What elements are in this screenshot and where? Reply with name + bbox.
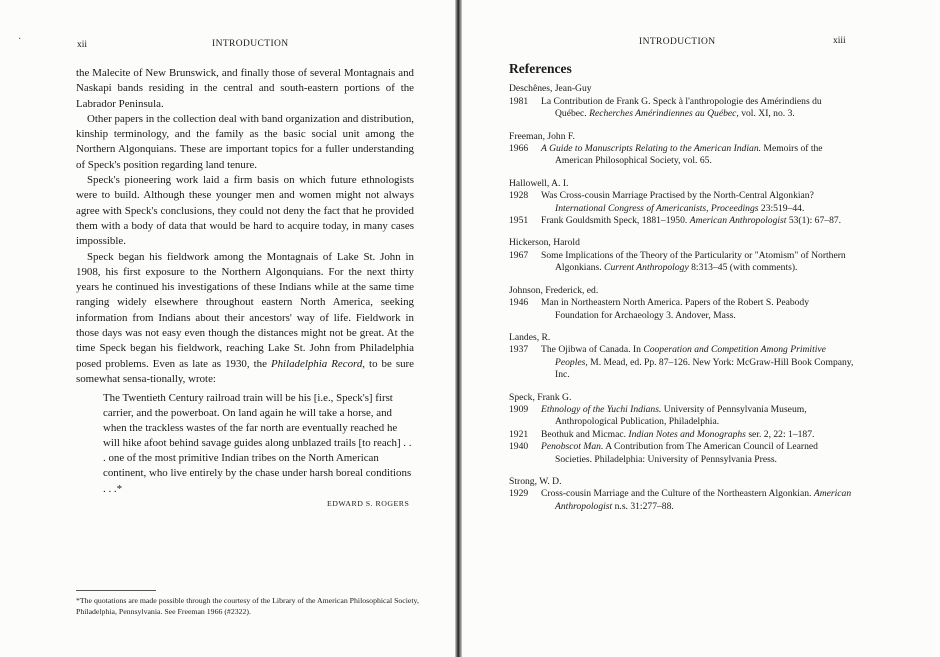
- reference-text: The Ojibwa of Canada. In Cooperation and Competition Among Primitive Peoples, M. Mead, ed. Pp. 87–126. New York: McGraw-Hill Book Company, Inc.: [541, 344, 854, 381]
- left-page: [0, 0, 455, 657]
- running-head: INTRODUCTION: [639, 37, 716, 47]
- footnote-rule: [76, 590, 156, 591]
- reference-entry: [509, 441, 854, 466]
- reference-text: Penobscot Man. A Contribution from The American Council of Learned Societies. Philadelphia: University of Pennsylvania Press.: [541, 441, 818, 465]
- reference-entry: [509, 297, 854, 322]
- page-number: xii: [77, 40, 88, 50]
- book-gutter: [455, 0, 462, 657]
- reference-year: 1928: [509, 190, 529, 202]
- reference-year: 1951: [509, 215, 529, 227]
- reference-entry: [509, 143, 854, 168]
- reference-group: [509, 237, 854, 274]
- reference-year: 1981: [509, 95, 529, 107]
- reference-author: Landes, R.: [509, 331, 551, 343]
- reference-year: 1967: [509, 249, 529, 261]
- reference-author: Freeman, John F.: [509, 130, 575, 142]
- reference-author: Speck, Frank G.: [509, 391, 572, 403]
- reference-author: Johnson, Frederick, ed.: [509, 284, 599, 296]
- reference-group: [509, 83, 854, 120]
- reference-group: [509, 285, 854, 322]
- reference-author: Hickerson, Harold: [509, 237, 580, 249]
- reference-text: Ethnology of the Yuchi Indians. University of Pennsylvania Museum, Anthropological Publication, Philadelphia.: [541, 403, 807, 428]
- reference-author: Hallowell, A. I.: [509, 177, 569, 189]
- reference-text: Cross-cousin Marriage and the Culture of the Northeastern Algonkian. American Anthropologist n.s. 31:277–88.: [541, 488, 852, 512]
- paragraph: Speck's pioneering work laid a firm basis on which future ethnologists were to build. Although these younger men and women might not always agree with Speck's conclusions, they could not deny the fact that he provided them with a body of data that would be hard to acquire today, in many cases impossible.: [76, 174, 414, 248]
- reference-text: La Contribution de Frank G. Speck à l'anthropologie des Amérindiens du Québec. Recherches Amérindiennes au Québec, vol. XI, no. 3.: [541, 95, 822, 120]
- footnote: *The quotations are made possible through the courtesy of the Library of the American Philosophical Society, Philadelphia, Pennsylvania. See Freeman 1966 (#2322).: [76, 596, 419, 616]
- body-text: [76, 66, 414, 387]
- reference-entry: [509, 190, 854, 215]
- reference-entry: [509, 488, 854, 513]
- paragraph: the Malecite of New Brunswick, and finally those of several Montagnais and Naskapi bands residing in the central and south-eastern portions of the Labrador Peninsula.: [76, 67, 414, 110]
- reference-entry: [509, 250, 854, 275]
- scan-mark: ·: [18, 34, 22, 45]
- reference-year: 1921: [509, 428, 529, 440]
- paragraph: Other papers in the collection deal with band organization and distribution, kinship terminology, and the family as the basic social unit among the Northern Algonquians. These are important topics for a fuller understanding of Speck's position regarding land tenure.: [76, 112, 414, 171]
- reference-year: 1909: [509, 403, 529, 415]
- reference-entry: [509, 96, 854, 121]
- block-quote: The Twentieth Century railroad train will be his [i.e., Speck's] first carrier, and the powerboat. On land again he will take a horse, and when the trackless wastes of the far north are eventually reached he will hike afoot behind savage guides along unblazed trails [to reach] . . . one of the most primitive Indian tribes on the North American continent, who live entirely by the chase under harsh boreal conditions . . .*: [103, 392, 412, 495]
- running-head: INTRODUCTION: [212, 39, 289, 49]
- reference-year: 1940: [509, 441, 529, 453]
- references-heading: References: [509, 61, 572, 76]
- reference-entry: [509, 404, 854, 429]
- reference-text: Frank Gouldsmith Speck, 1881–1950. American Anthropologist 53(1): 67–87.: [541, 215, 842, 227]
- reference-group: [509, 178, 854, 228]
- author-signature: EDWARD S. ROGERS: [327, 499, 410, 508]
- reference-group: [509, 131, 854, 168]
- reference-author: Deschênes, Jean-Guy: [509, 83, 592, 95]
- page-number: xiii: [833, 36, 846, 46]
- reference-text: Some Implications of the Theory of the Particularity or "Atomism" of Northern Algonkians. Current Anthropology 8:313–45 (with comments).: [541, 249, 846, 274]
- reference-year: 1929: [509, 488, 529, 500]
- reference-text: A Guide to Manuscripts Relating to the American Indian. Memoirs of the American Philosophical Society, vol. 65.: [541, 143, 823, 167]
- reference-entry: [509, 344, 854, 381]
- reference-entry: [509, 215, 854, 227]
- paragraph: Speck began his fieldwork among the Montagnais of Lake St. John in 1908, his first exposure to the Northern Algonquians. For the next thirty years he continued his investigations of these Indians while at the same time ranging widely elsewhere throughout eastern North America, seeking information from Indians about their ancestors' way of life. Fieldwork in those days was not easy even though the distances might not be great. At the time Speck began his fieldwork, reaching Lake St. John from Philadelphia posed problems. Even as late as 1930, the Philadelphia Record, to be sure somewhat sensa-tionally, wrote:: [76, 250, 414, 385]
- reference-year: 1966: [509, 143, 529, 155]
- references-section: [509, 63, 854, 523]
- reference-group: [509, 392, 854, 466]
- reference-text: Was Cross-cousin Marriage Practised by the North-Central Algonkian? International Congress of Americanists, Proceedings 23:519–44.: [541, 190, 814, 214]
- reference-text: Man in Northeastern North America. Papers of the Robert S. Peabody Foundation for Archaeology 3. Andover, Mass.: [541, 297, 810, 321]
- reference-group: [509, 476, 854, 513]
- reference-entry: [509, 429, 854, 441]
- reference-year: 1937: [509, 344, 529, 356]
- reference-year: 1946: [509, 297, 529, 309]
- reference-group: [509, 332, 854, 382]
- reference-text: Beothuk and Micmac. Indian Notes and Monographs ser. 2, 22: 1–187.: [541, 428, 815, 440]
- reference-author: Strong, W. D.: [509, 475, 562, 487]
